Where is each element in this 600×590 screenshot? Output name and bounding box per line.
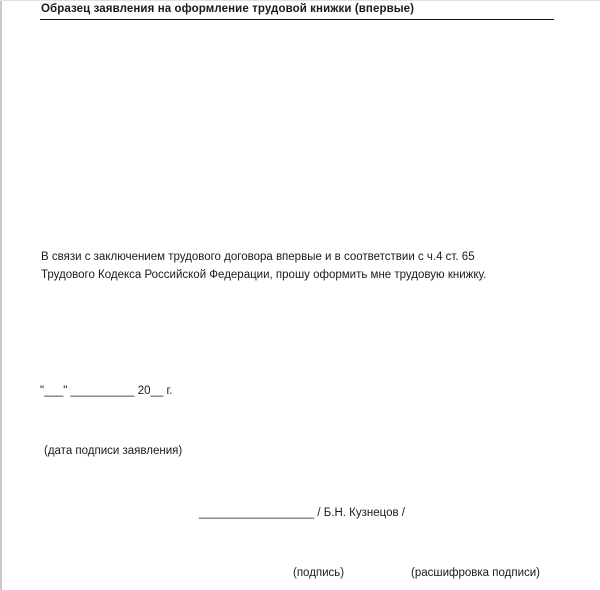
signature-caption: (подпись) <box>293 567 345 579</box>
application-body <box>41 248 486 284</box>
signature-field: __________________ / Б.Н. Кузнецов / <box>199 507 405 519</box>
page-left-edge <box>0 0 2 590</box>
date-field: "___" __________ 20__ г. <box>40 385 173 397</box>
body-line-1: В связи с заключением трудового договора впервые и в соответствии с ч.4 ст. 65 <box>41 251 475 263</box>
page-top-edge <box>0 0 600 1</box>
document-title: Образец заявления на оформление трудовой книжки (впервые) <box>41 3 415 15</box>
signature-decoding-caption: (расшифровка подписи) <box>411 567 540 579</box>
body-line-2: Трудового Кодекса Российской Федерации, прошу оформить мне трудовую книжку. <box>41 269 487 281</box>
date-caption: (дата подписи заявления) <box>44 445 183 457</box>
title-underline <box>40 19 554 20</box>
